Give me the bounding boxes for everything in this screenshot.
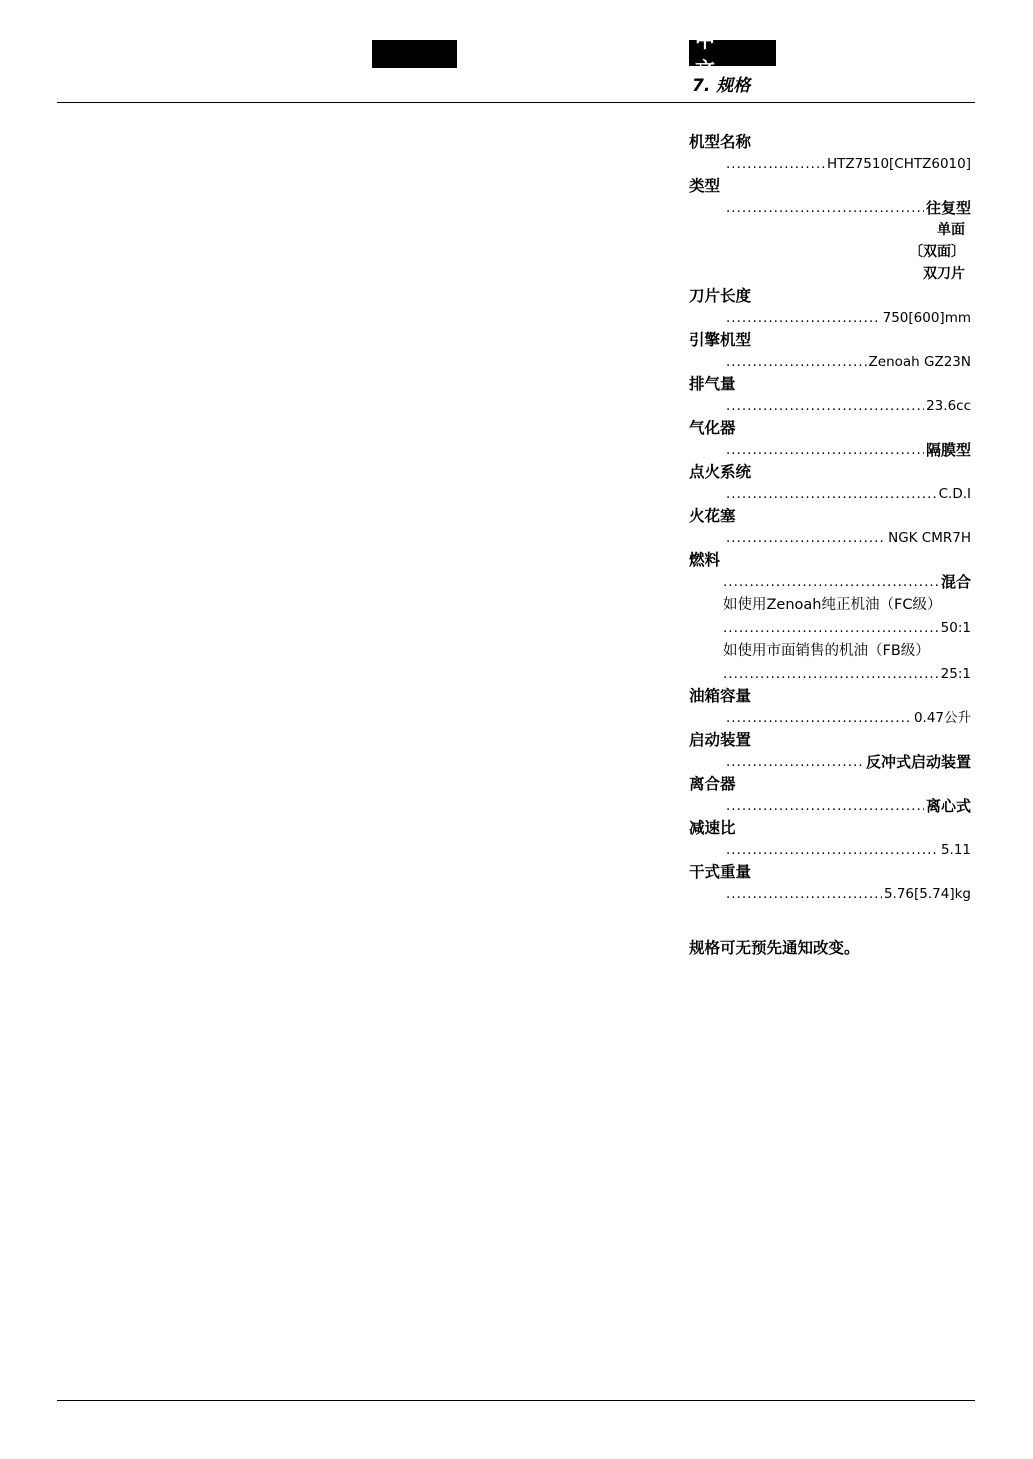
spec-tank-capacity <box>689 685 971 729</box>
bottom-rule <box>57 1400 975 1401</box>
dot-leader <box>723 571 939 593</box>
spec-label: 刀片长度 <box>689 287 752 305</box>
top-rule <box>57 102 975 103</box>
dot-leader <box>726 883 882 905</box>
spec-value: 隔膜型 <box>925 441 971 459</box>
spec-value: 750[600]mm <box>882 310 971 326</box>
fuel-ratio: 25:1 <box>940 666 971 682</box>
spec-label: 引擎机型 <box>689 331 752 349</box>
spec-value: 混合 <box>940 573 971 591</box>
section-title: 7. 规格 <box>692 76 751 96</box>
spec-value: 0.47公升 <box>913 710 971 726</box>
header-black-block <box>372 40 457 68</box>
fuel-note: 如使用Zenoah纯正机油（FC级） <box>723 597 942 613</box>
fuel-note: 如使用市面销售的机油（FB级） <box>723 643 930 659</box>
fuel-ratio: 50:1 <box>940 620 971 636</box>
spec-list <box>689 131 971 905</box>
spec-label: 油箱容量 <box>689 687 752 705</box>
spec-value: NGK CMR7H <box>888 530 971 546</box>
spec-label: 排气量 <box>689 375 736 393</box>
dot-leader <box>726 839 939 861</box>
spec-clutch <box>689 773 971 817</box>
spec-label: 类型 <box>689 177 721 195</box>
spec-value: 反冲式启动装置 <box>865 753 971 771</box>
spec-label: 机型名称 <box>689 133 752 151</box>
spec-label: 减速比 <box>689 819 736 837</box>
dot-leader <box>723 617 939 639</box>
dot-leader <box>726 307 881 329</box>
dot-leader <box>726 439 924 461</box>
spec-label: 点火系统 <box>689 463 752 481</box>
spec-value: 5.76[5.74]kg <box>883 886 971 902</box>
spec-value: 往复型 <box>925 199 971 217</box>
dot-leader <box>726 751 864 773</box>
spec-starter <box>689 729 971 773</box>
spec-label: 火花塞 <box>689 507 736 525</box>
spec-reduction-ratio <box>689 817 971 861</box>
spec-fuel <box>689 549 971 685</box>
spec-value: 离心式 <box>925 797 971 815</box>
spec-carburetor <box>689 417 971 461</box>
dot-leader <box>726 707 912 729</box>
dot-leader <box>726 153 825 175</box>
spec-extra: 〔双面〕 <box>909 244 965 260</box>
spec-label: 离合器 <box>689 775 736 793</box>
language-badge: 中 文 <box>689 40 776 66</box>
spec-label: 启动装置 <box>689 731 752 749</box>
spec-footnote: 规格可无预先通知改变。 <box>689 939 860 957</box>
spec-label: 气化器 <box>689 419 736 437</box>
spec-displacement <box>689 373 971 417</box>
dot-leader <box>726 795 924 817</box>
spec-ignition <box>689 461 971 505</box>
dot-leader <box>726 527 886 549</box>
spec-type <box>689 175 971 285</box>
spec-value: HTZ7510[CHTZ6010] <box>827 156 971 172</box>
dot-leader <box>726 197 924 219</box>
dot-leader <box>726 351 867 373</box>
spec-extra: 双刀片 <box>923 266 965 282</box>
dot-leader <box>726 483 937 505</box>
spec-label: 燃料 <box>689 551 721 569</box>
spec-value: C.D.I <box>938 486 971 502</box>
spec-engine-model <box>689 329 971 373</box>
dot-leader <box>723 663 939 685</box>
spec-value: 5.11 <box>940 842 971 858</box>
spec-value: 23.6cc <box>926 398 971 414</box>
spec-model <box>689 131 971 175</box>
spec-spark-plug <box>689 505 971 549</box>
spec-dry-weight <box>689 861 971 905</box>
spec-label: 干式重量 <box>689 863 752 881</box>
dot-leader <box>726 395 924 417</box>
spec-value: Zenoah GZ23N <box>868 354 971 370</box>
spec-extra: 单面 <box>937 222 965 238</box>
spec-blade-length <box>689 285 971 329</box>
